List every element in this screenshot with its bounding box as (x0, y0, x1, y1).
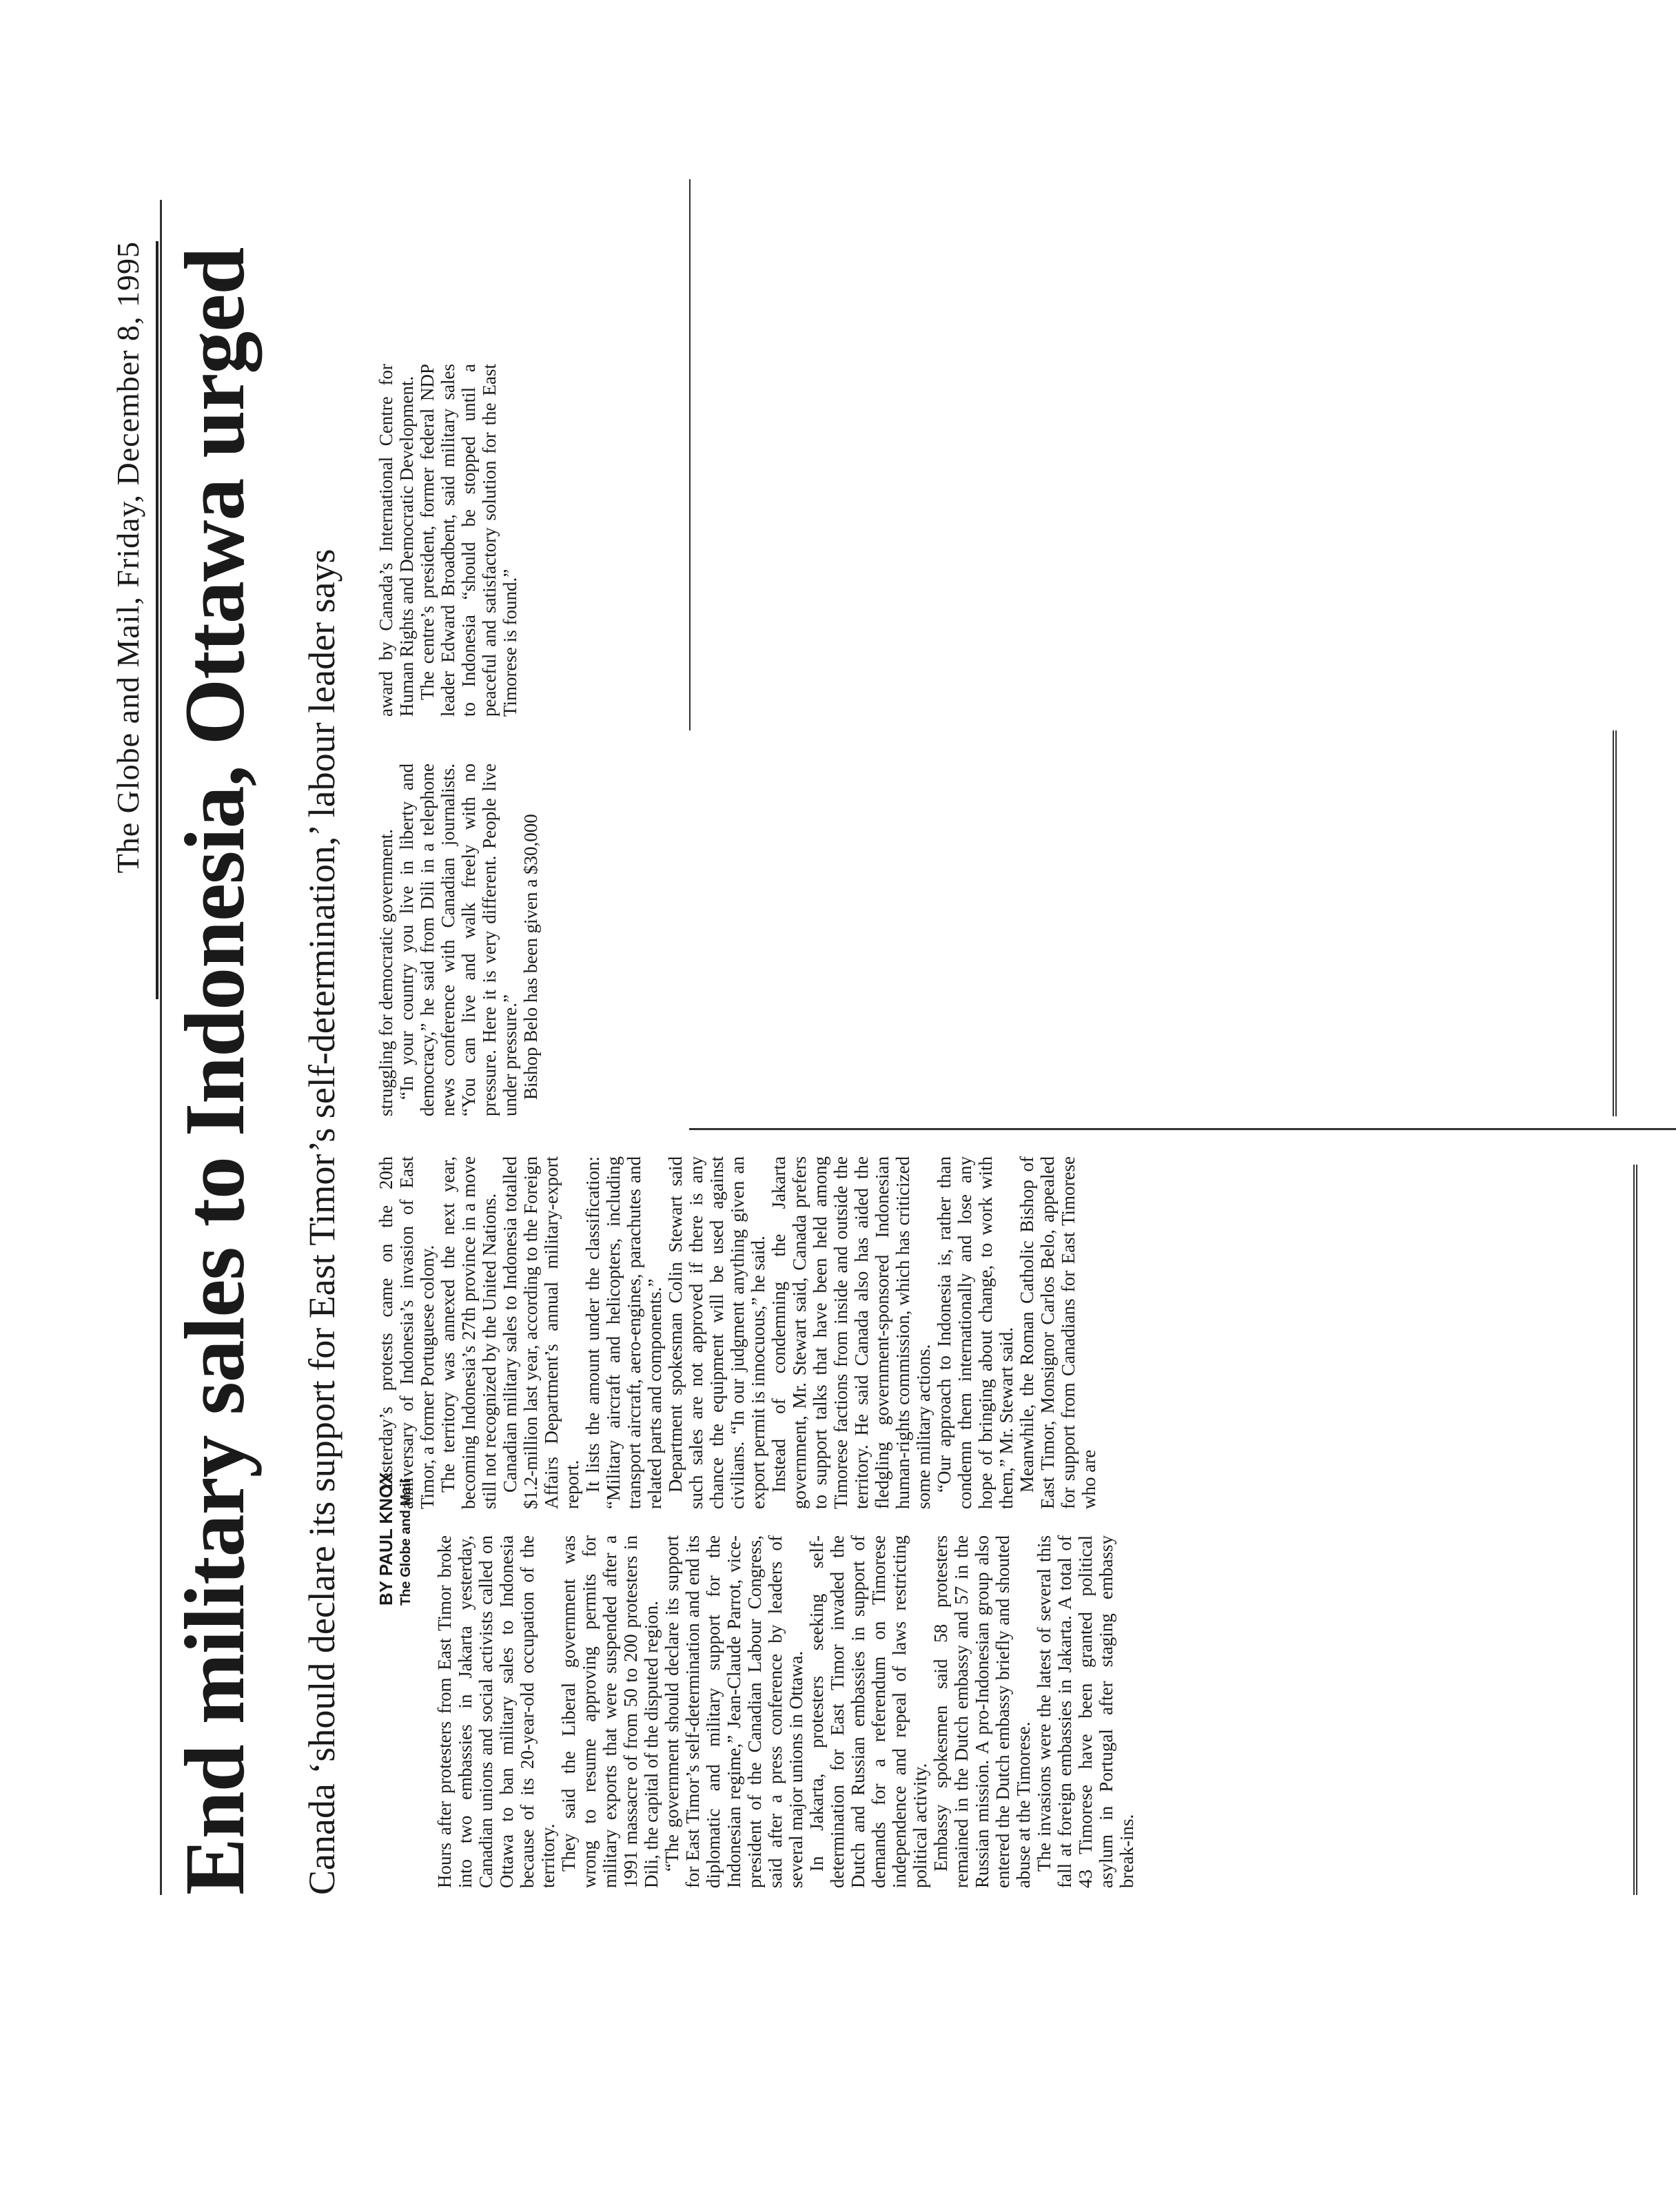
article-column-1 (434, 1535, 1137, 1888)
paragraph: “Our approach to Indonesia is, rather than condemn them internationally and lose any hope of bringing about change, to work with them,” Mr. Stewart said. (934, 1156, 1016, 1509)
bottom-rule (1633, 1165, 1637, 1895)
paragraph: They said the Liberal government was wrong to resume approving permits for military exports that were suspended after a 1991 massacre of from 50 to 200 protesters in Dili, the capital of the disputed region. (558, 1535, 662, 1888)
paragraph: In Jakarta, protesters seeking self-determination for East Timor invaded the Dutch and Russian embassies in support of demands for a referendum on Timorese independence and repeal of laws restricting political activity. (806, 1535, 930, 1888)
paragraph: award by Canada’s International Centre for Human Rights and Democratic Development. (376, 364, 417, 717)
column-divider (689, 1128, 1676, 1130)
paragraph: Embassy spokesmen said 58 protesters remained in the Dutch embassy and 57 in the Russian mission. A pro-Indonesian group also entered the Dutch embassy briefly and shouted abuse at the Timorese. (930, 1535, 1034, 1888)
article-column-3 (376, 764, 541, 1116)
column-divider (689, 179, 691, 730)
paragraph: Department spokesman Colin Stewart said such sales are not approved if there is any chance the equipment will be used against civilians. “In our judgment anything given an export permit is innocuous,” he said. (665, 1156, 768, 1509)
dateline (83, 241, 159, 999)
paragraph: Hours after protesters from East Timor broke into two embassies in Jakarta yesterday, Canadian unions and social activists called on Ottawa to ban military sales to Indonesia because of its 20-year-old occupation of the territory. (434, 1535, 558, 1888)
paragraph: The centre’s president, former federal NDP leader Edward Broadbent, said military sales to Indonesia “should be stopped until a peaceful and satisfactory solution for the East Timorese is found.” (417, 364, 520, 717)
article-column-4 (376, 364, 520, 717)
headline-rule (160, 200, 162, 1895)
paragraph: Bishop Belo has been given a $30,000 (520, 814, 541, 1100)
paragraph: Canadian military sales to Indonesia totalled $1.2-million last year, according to the Foreign Affairs Department’s annual military-export report. (500, 1156, 582, 1509)
byline-organization: The Globe and Mail (398, 1479, 413, 1606)
subheadline: Canada ‘should declare its support for East Timor’s self-determination,’ labour leader says (301, 549, 343, 1895)
article-column-2 (376, 1156, 1099, 1509)
paragraph: It lists the amount under the classification: “Military aircraft and helicopters, including transport aircraft, aero-engines, parachutes and related parts and components.” (582, 1156, 665, 1509)
paragraph: struggling for democratic government. (376, 829, 396, 1116)
paragraph: The territory was annexed the next year, becoming Indonesia’s 27th province in a move still not recognized by the United Nations. (438, 1156, 500, 1509)
paragraph: “In your country you live in liberty and democracy,” he said from Dili in a telephone news conference with Canadian journalists. “You can live and walk freely with no pressure. Here it is very different. People live under pressure.” (396, 764, 520, 1116)
paragraph: Meanwhile, the Roman Catholic Bishop of East Timor, Monsignor Carlos Belo, appealed for support from Canadians for East Timorese who are (1016, 1156, 1099, 1509)
byline-author: BY PAUL KNOX (376, 1472, 396, 1606)
dateline-text: The Globe and Mail, Friday, December 8, 1995 (110, 241, 145, 874)
paragraph: Yesterday’s protests came on the 20th anniversary of Indonesia’s invasion of East Timor, a former Portuguese colony. (376, 1156, 438, 1509)
bottom-rule (1613, 730, 1617, 1116)
paragraph: “The government should declare its support for East Timor’s self-determination and end its diplomatic and military support for the Indonesian regime,” Jean-Claude Parrot, vice-president of the Canadian Labour Congress, said after a press conference by leaders of several major unions in Ottawa. (662, 1535, 806, 1888)
headline: End military sales to Indonesia, Ottawa urged (167, 247, 262, 1895)
paragraph: Instead of condemning the Jakarta government, Mr. Stewart said, Canada prefers to support talks that have been held among Timorese factions from inside and outside the territory. He said Canada also has aided the fledgling government-sponsored Indonesian human-rights commission, which has criticized some military actions. (768, 1156, 934, 1509)
paragraph: The invasions were the latest of several this fall at foreign embassies in Jakarta. A total of 43 Timorese have been granted political asylum in Portugal after staging embassy break-ins. (1034, 1535, 1137, 1888)
dateline-rule (156, 241, 159, 999)
